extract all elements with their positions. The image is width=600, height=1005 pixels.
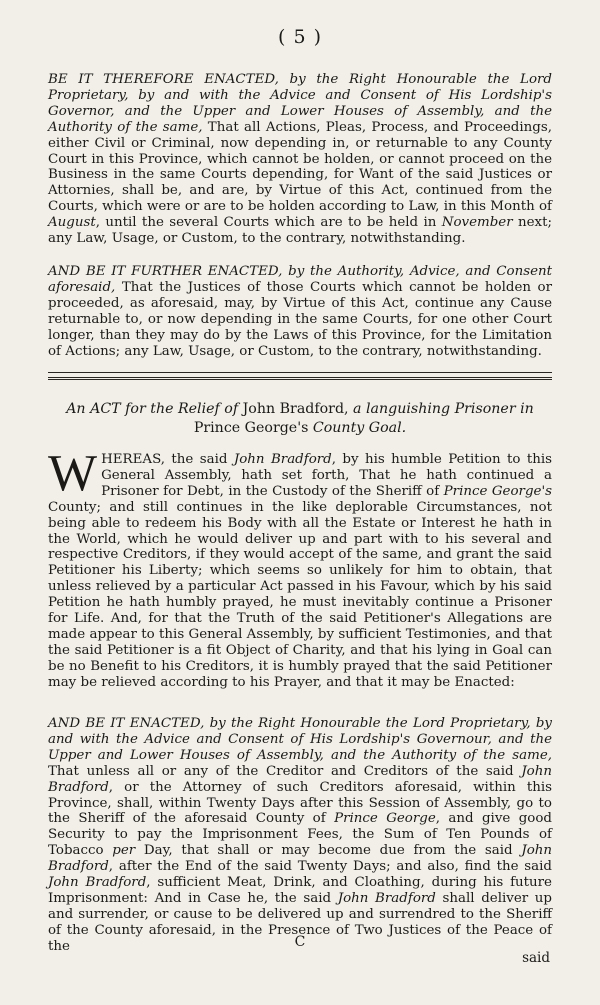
section-divider-thin bbox=[48, 372, 552, 373]
relief-enactment-paragraph bbox=[48, 716, 552, 955]
signature-mark: C bbox=[294, 934, 306, 950]
act-title-part-1: An ACT for the Relief of bbox=[66, 401, 243, 417]
relief-text-3: , and give good Security to pay the Imprisonment Fees, the Sum of Ten Pounds of Tobacco bbox=[48, 811, 552, 859]
act-title-part-2: a languishing Prisoner in bbox=[348, 401, 534, 417]
per-word: per bbox=[112, 843, 136, 859]
petitioner-name-4: John Bradford bbox=[337, 890, 436, 906]
preamble-text-2: , by his humble Petition to this General Assembly, hath set forth, That he hath continued a Prisoner for Debt, in the Custody of the Sheriff of bbox=[101, 452, 552, 499]
county-name: Prince George's bbox=[443, 483, 552, 499]
further-enacted-text: That the Justices of those Courts which cannot be holden or proceeded, as aforesaid, may, by Virtue of this Act, continue any Cause returnable to, or now depending in the same Courts, for one other Court longer, than they may do by the Laws of this Province, for the Limitation of Actions; any Law, Usage, or Custom, to the contrary, notwithstanding. bbox=[48, 279, 552, 359]
enacting-clause-text: That all Actions, Pleas, Process, and Proceedings, either Civil or Criminal, now depending in, or returnable to any County Court in this Province, which cannot be holden, or cannot proceed on the Business in the same Courts depending, for Want of the said Justices or Attornies, shall be, and are, by Virtue of this Act, continued from the Courts, which were or are to be holden according to Law, in this Month of bbox=[48, 119, 552, 215]
relief-text-2: , or the Attorney of such Creditors aforesaid, within this Province, shall, within Twenty Days after this Session of Assembly, go to the Sheriff of the aforesaid County of bbox=[48, 779, 552, 827]
act-title-name: John Bradford, bbox=[242, 401, 349, 417]
preamble-text-1: HEREAS, the said bbox=[101, 452, 234, 467]
relief-text-5: , after the End of the said Twenty Days; and also, find the said bbox=[108, 859, 552, 875]
catchword: said bbox=[522, 950, 550, 966]
act-title-heading bbox=[48, 400, 552, 438]
petitioner-name-2: John Bradford bbox=[48, 843, 553, 875]
whereas-preamble-paragraph bbox=[48, 445, 552, 691]
drop-capital-letter: W bbox=[48, 445, 98, 502]
county-name-2: Prince George bbox=[334, 811, 436, 827]
relief-text-6: , sufficient Meat, Drink, and Cloathing, during his future Imprisonment: And in Case he, the said bbox=[48, 875, 552, 906]
act-title-county: Prince George's bbox=[193, 420, 309, 436]
further-enacted-paragraph bbox=[48, 264, 552, 359]
page-number: ( 5 ) bbox=[278, 26, 322, 48]
petitioner-name-3: John Bradford bbox=[48, 875, 147, 891]
petitioner-name: John Bradford bbox=[233, 452, 332, 467]
relief-text-4: Day, that shall or may become due from the said bbox=[135, 843, 522, 859]
petitioner-name-1: John Bradford bbox=[48, 763, 552, 795]
enacting-clause-lead: BE IT THEREFORE ENACTED, by the Right Honourable the Lord Proprietary, by and with the Advice and Consent of His Lordship's Governor, and the Upper and Lower Houses of Assembly, and the Authority of the same, bbox=[48, 72, 552, 135]
relief-text-1: That unless all or any of the Creditor and Creditors of the said bbox=[48, 763, 522, 779]
enacting-clause-text-2: , until the several Courts which are to be held in bbox=[95, 215, 442, 231]
relief-enactment-lead: AND BE IT ENACTED, by the Right Honourable the Lord Proprietary, by and with the Advice and Consent of His Lordship's Governour, and the Upper and Lower Houses of Assembly, and the Authority of the same, bbox=[48, 716, 552, 763]
month-november: November bbox=[441, 215, 513, 231]
preamble-text-3: County; and still continues in the like deplorable Circumstances, not being able to redeem his Body with all the Estate or Interest he hath in the World, which he would deliver up and part with to his several and respective Creditors, if they would accept of the same, and grant the said Petitioner his Liberty; which seems so unlikely for him to obtain, that unless relieved by a particular Act passed in his Favour, which by his said Petition he hath humbly prayed, he must inevitably continue a Prisoner for Life. And, for that the Truth of the said Petitioner's Allegations are made appear to this General Assembly, by sufficient Testimonies, and that the said Petitioner is a fit Object of Charity, and that his lying in Goal can be no Benefit to his Creditors, it is humbly prayed that the said Petitioner may be relieved according to his Prayer, and that it may be Enacted: bbox=[48, 499, 552, 690]
enacting-clause-text-3: next; any Law, Usage, or Custom, to the contrary, notwithstanding. bbox=[48, 215, 553, 247]
enacting-clause-paragraph bbox=[48, 72, 552, 247]
relief-text-7: shall deliver up and surrender, or cause to be delivered up and surrendred to the Sheriff of the County aforesaid, in the Presence of Two Justices of the Peace of the bbox=[48, 890, 552, 954]
act-title-part-3: County Goal. bbox=[308, 420, 407, 436]
month-august: August bbox=[48, 215, 96, 231]
section-divider-double bbox=[48, 377, 552, 380]
further-enacted-lead: AND BE IT FURTHER ENACTED, by the Authority, Advice, and Consent aforesaid, bbox=[48, 264, 552, 295]
